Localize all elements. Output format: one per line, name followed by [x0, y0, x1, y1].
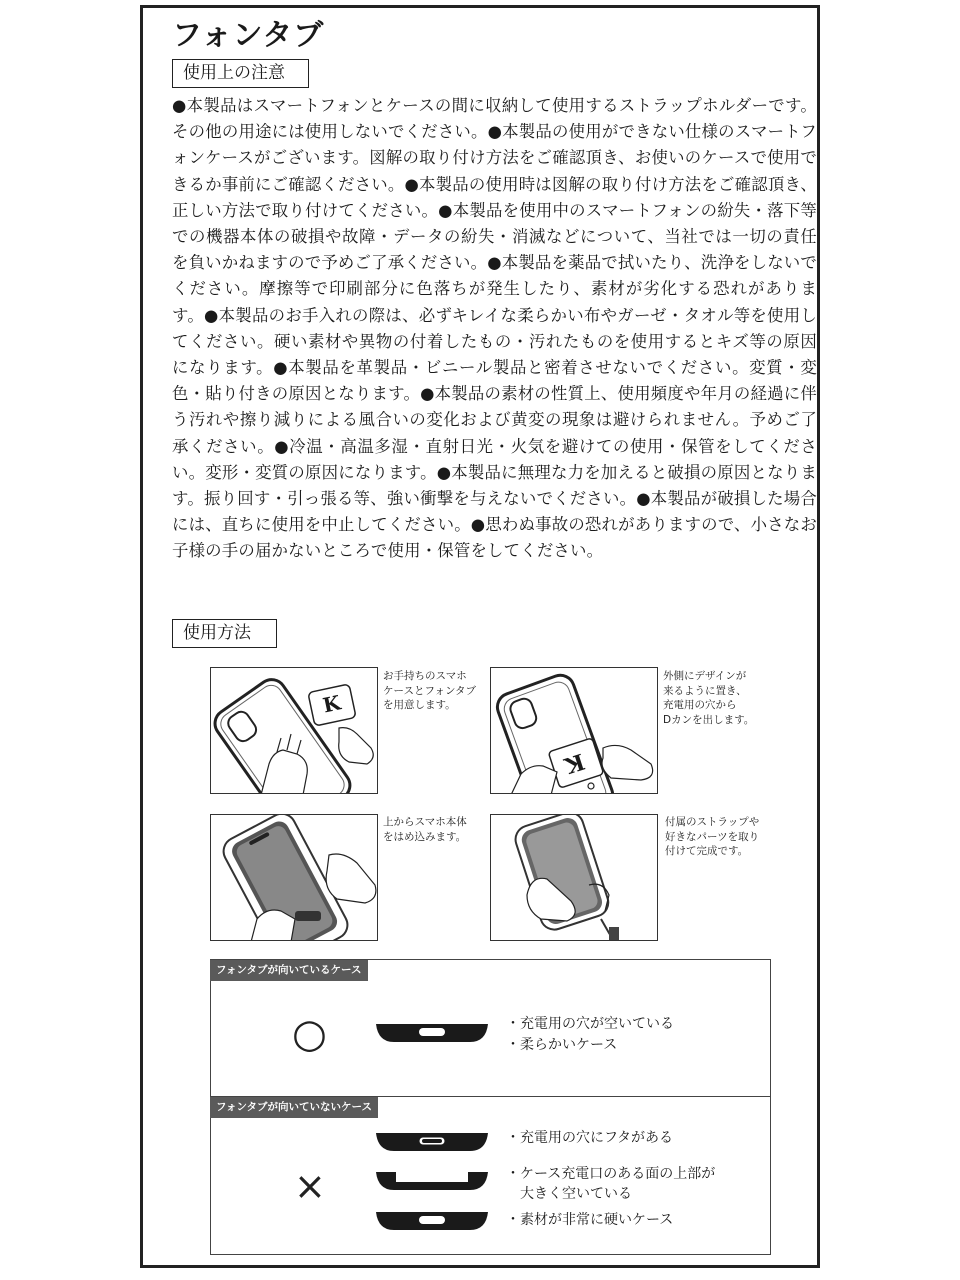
- suitable-case-tag: フォンタブが向いているケース: [210, 960, 368, 981]
- step-2-illustration: [490, 667, 658, 794]
- caution-section-label: 使用上の注意: [172, 59, 309, 88]
- unsuitable-case-icon-hard: [374, 1208, 490, 1234]
- unsuitable-bullet-1: ・充電用の穴にフタがある: [506, 1130, 674, 1146]
- step-4-illustration: [490, 814, 658, 941]
- suitable-bullet-2: ・柔らかいケース: [506, 1037, 618, 1053]
- unsuitable-case-icon-open-top: [374, 1168, 490, 1194]
- unsuitable-bullet-2: ・ケース充電口のある面の上部が 大きく空いている: [506, 1166, 716, 1202]
- suitable-case-icon: [374, 1020, 490, 1046]
- step-2-caption: 外側にデザインが 来るように置き、 充電用の穴から Dカンを出します。: [663, 670, 755, 726]
- unsuitable-case-tag: フォンタブが向いていないケース: [210, 1097, 378, 1118]
- howto-section-label: 使用方法: [172, 619, 277, 648]
- step-1-caption: お手持ちのスマホ ケースとフォンタブ を用意します。: [383, 670, 477, 711]
- step-1-illustration: [210, 667, 378, 794]
- caution-notice-text: ●本製品はスマートフォンとケースの間に収納して使用するストラップホルダーです。その他の用途には使用しないでください。●本製品の使用ができない仕様のスマートフォンケースがございます。図解の取り付け方法をご確認頂き、お使いのケースで使用できるか事前にご確認ください。●本製品の使用時は図解の取り付け方法をご確認頂き、正しい方法で取り付けてください。●本製品を使用中のスマートフォンの紛失・落下等での機器本体の破損や故障・データの紛失・消滅などについて、当社では一切の責任を負いかねますので予めご了承ください。●本製品を薬品で拭いたり、洗浄をしないでください。摩擦等で印刷部分に色落ちが発生したり、素材が劣化する恐れがあります。●本製品のお手入れの際は、必ずキレイな柔らかい布やガーゼ・タオル等を使用してください。硬い素材や異物の付着したもの・汚れたものを使用するとキズ等の原因になります。●本製品を革製品・ビニール製品と密着させないでください。変質・変色・貼り付きの原因となります。●本製品の素材の性質上、使用頻度や年月の経過に伴う汚れや擦り減りによる風合いの変化および黄変の現象は避けられません。予めご了承ください。●冷温・高温多湿・直射日光・火気を避けての使用・保管をしてください。変形・変質の原因になります。●本製品に無理な力を加えると破損の原因となります。振り回す・引っ張る等、強い衝撃を与えないでください。●本製品が破損した場合には、直ちに使用を中止してください。●思わぬ事故の恐れがありますので、小さなお子様の手の届かないところで使用・保管をしてください。: [172, 96, 817, 561]
- circle-ok-symbol: ○: [292, 1011, 327, 1057]
- step-4-caption: 付属のストラップや 好きなパーツを取り 付けて完成です。: [665, 816, 760, 857]
- cross-ng-symbol: ×: [294, 1164, 326, 1208]
- unsuitable-case-icon-cover: [374, 1129, 490, 1155]
- suitable-bullet-1: ・充電用の穴が空いている: [506, 1016, 674, 1032]
- step-3-caption: 上からスマホ本体 をはめ込みます。: [383, 816, 467, 843]
- page-title: フォンタブ: [172, 18, 325, 53]
- unsuitable-bullet-3: ・素材が非常に硬いケース: [506, 1212, 674, 1228]
- step-2-letter-k: K: [561, 747, 588, 779]
- step-1-letter-k: K: [320, 690, 343, 718]
- step-3-illustration: [210, 814, 378, 941]
